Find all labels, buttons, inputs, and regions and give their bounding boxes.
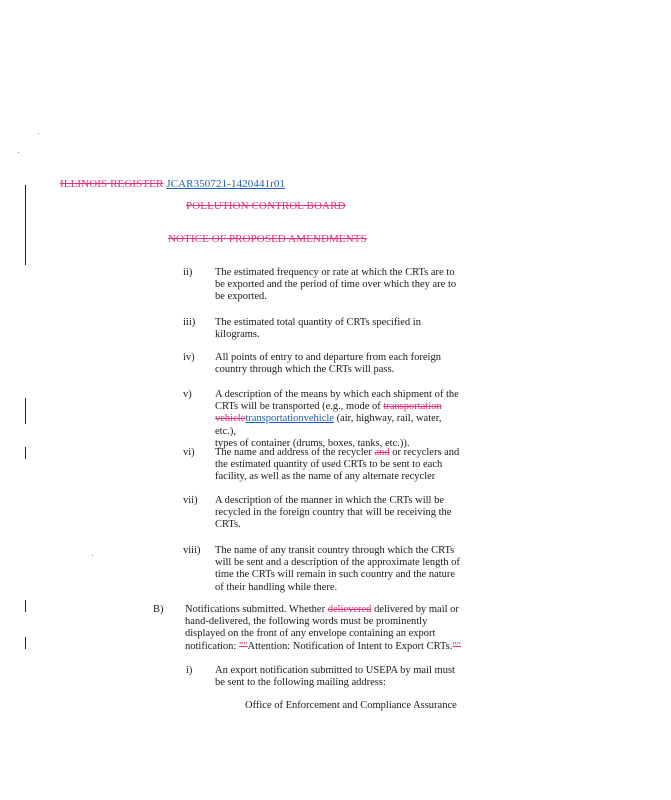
text-line: CRTs.: [215, 519, 241, 531]
item-text: [215, 545, 465, 594]
text-line: be exported.: [215, 291, 267, 303]
change-bar: [25, 637, 26, 649]
text-line: An export notification submitted to USEPA by mail must: [215, 665, 455, 676]
item-number: v): [183, 389, 192, 400]
text-line: kilograms.: [215, 329, 260, 341]
item-text: [215, 317, 465, 341]
register-struck: ILLINOIS REGISTER: [60, 178, 164, 190]
item-number: vi): [183, 447, 195, 458]
text-line: The name of any transit country through which the CRTs: [215, 545, 455, 556]
section-number: B): [153, 604, 164, 615]
deleted-text: "": [238, 640, 248, 652]
item-number: ii): [183, 267, 193, 278]
text-line: The estimated total quantity of CRTs specified in: [215, 317, 421, 328]
change-bar: [25, 447, 26, 459]
speck: [38, 133, 39, 134]
deleted-text: transportation: [383, 401, 442, 413]
item-text: [215, 267, 465, 304]
deleted-text: "": [452, 640, 461, 652]
text-line: notification: ""Attention: Notification of Intent to Export CRTs."": [185, 640, 461, 652]
item-number: i): [186, 665, 193, 676]
change-bar: [25, 185, 26, 265]
item-text: [215, 352, 465, 376]
text-line: A description of the means by which each shipment of the: [215, 389, 459, 400]
text-line: recycled in the foreign country that will be receiving the: [215, 507, 452, 519]
change-bar: [25, 600, 26, 612]
text-line: types of container (drums, boxes, tanks, etc.)).: [215, 437, 410, 449]
mailing-address: Office of Enforcement and Compliance Assurance: [245, 700, 457, 711]
text-line: A description of the manner in which the CRTs will be: [215, 495, 445, 506]
doc-id: JCAR350721-1420441r01: [166, 178, 286, 190]
inserted-text: transportationvehicle: [245, 413, 334, 425]
text-line: be sent to the following mailing address:: [215, 677, 386, 689]
text-line: The name and address of the recycler and or recyclers and: [215, 447, 460, 458]
text-line: All points of entry to and departure from each foreign: [215, 352, 441, 363]
text-line: CRTs will be transported (e.g., mode of transportation: [215, 401, 442, 413]
text-line: facility, as well as the name of any alternate recycler: [215, 471, 436, 483]
text-line: be exported and the period of time over which they are to: [215, 279, 457, 291]
item-number: viii): [183, 545, 201, 556]
text-line: of their handling while there.: [215, 581, 338, 593]
text-line: time the CRTs will remain in such country and the nature: [215, 569, 456, 581]
speck: [92, 555, 93, 556]
item-number: iii): [183, 317, 196, 328]
text-line: country through which the CRTs will pass.: [215, 364, 395, 376]
text-line: The estimated frequency or rate at which the CRTs are to: [215, 267, 455, 278]
text-line: will be sent and a description of the approximate length of: [215, 557, 460, 569]
text-line: the estimated quantity of used CRTs to be sent to each: [215, 459, 443, 471]
item-text: [215, 389, 465, 450]
notice-struck: NOTICE OF PROPOSED AMENDMENTS: [168, 233, 367, 245]
text-line: vehicletransportationvehicle (air, highway, rail, water, etc.),: [215, 413, 442, 437]
running-header: [60, 178, 285, 190]
item-text: [215, 447, 465, 484]
item-text: [215, 665, 465, 689]
text-line: displayed on the front of any envelope containing an export: [185, 628, 436, 640]
section-text: [185, 604, 475, 653]
deleted-text: delievered: [327, 604, 372, 615]
speck: [18, 152, 19, 153]
text-line: Notifications submitted. Whether delievered delivered by mail or: [185, 604, 459, 615]
board-struck: POLLUTION CONTROL BOARD: [186, 200, 346, 212]
text-line: hand-delivered, the following words must be prominently: [185, 616, 428, 628]
deleted-text: and: [374, 447, 390, 458]
item-text: [215, 495, 465, 532]
deleted-text: vehicle: [215, 413, 246, 425]
item-number: iv): [183, 352, 195, 363]
item-number: vii): [183, 495, 198, 506]
change-bar: [25, 398, 26, 424]
